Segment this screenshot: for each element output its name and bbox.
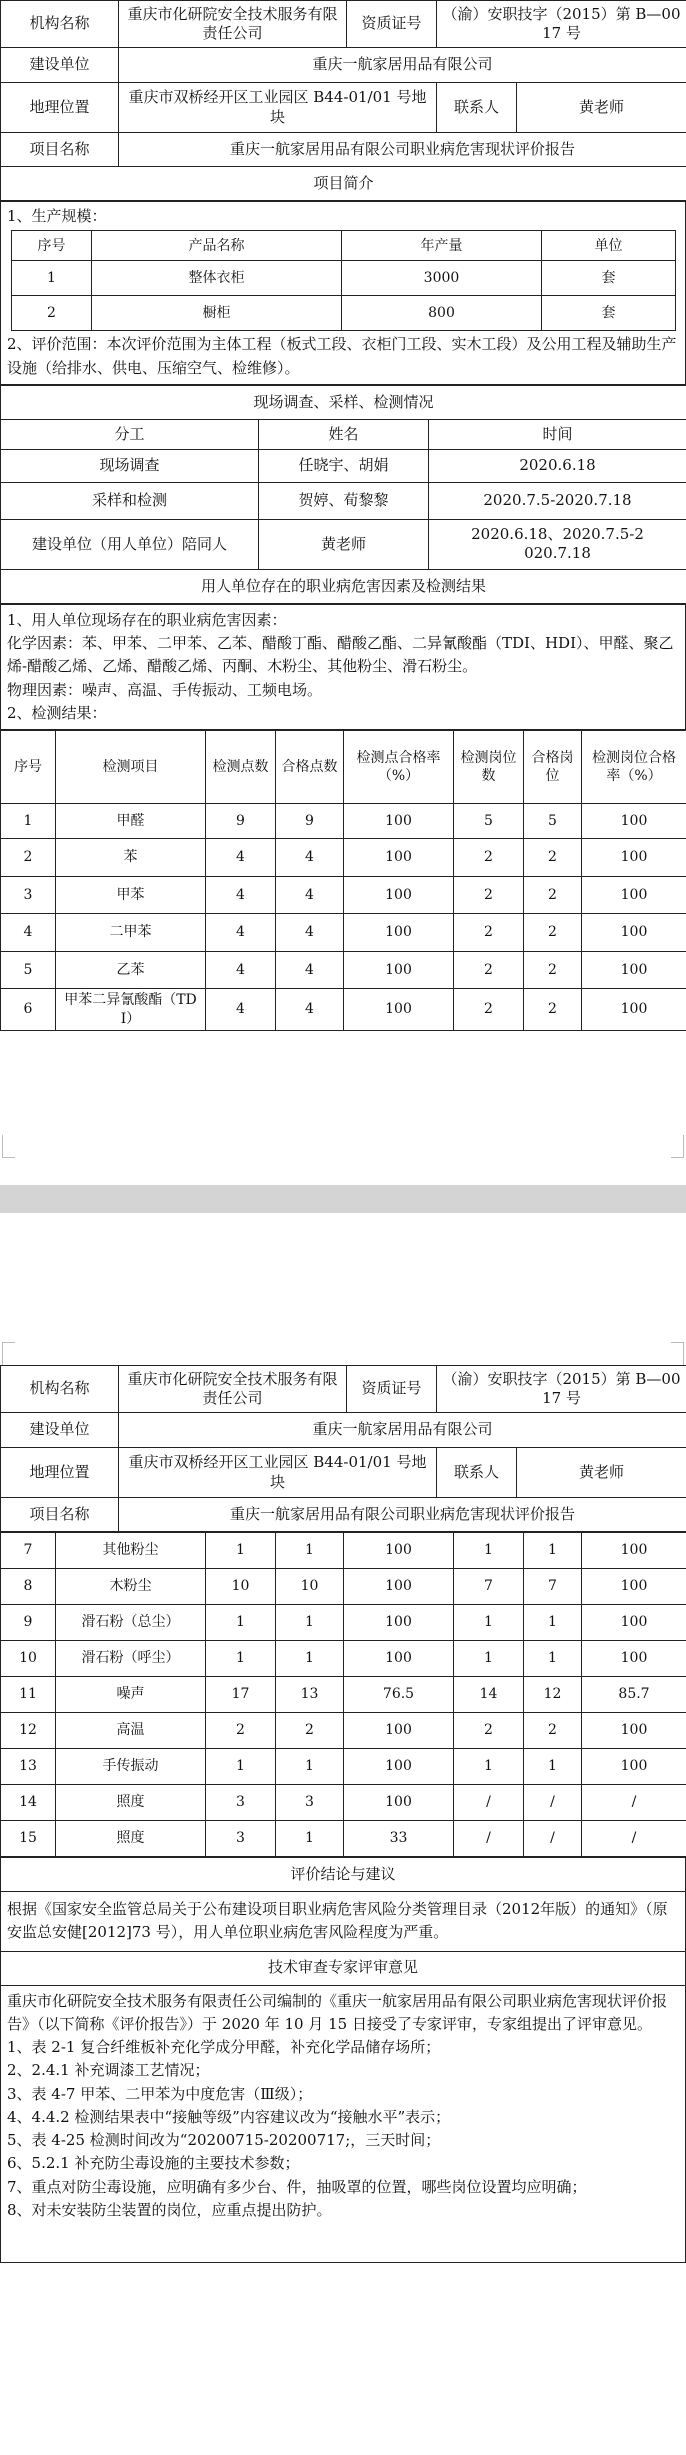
results-value-cell: 100 xyxy=(582,839,686,877)
results-value-cell: 1 xyxy=(206,1641,276,1677)
results-value-cell: 100 xyxy=(582,914,686,952)
results-value-cell: 4 xyxy=(276,877,344,914)
results-value-cell: 1 xyxy=(206,1533,276,1569)
results-value-cell: 12 xyxy=(524,1677,582,1713)
results-value-cell: 1 xyxy=(454,1641,524,1677)
unit-label: 建设单位 xyxy=(1,1413,119,1448)
results-value-cell: 100 xyxy=(344,877,454,914)
org-name: 重庆市化研院安全技术服务有限责任公司 xyxy=(119,1,347,48)
results-value-cell: 100 xyxy=(582,1749,686,1785)
contact-value: 黄老师 xyxy=(517,83,686,133)
results-row xyxy=(1,839,686,877)
page-separator xyxy=(0,1185,686,1213)
results-value-cell: 4 xyxy=(206,877,276,914)
contact-label: 联系人 xyxy=(437,83,517,133)
location-value: 重庆市双桥经开区工业园区 B44-01/01 号地块 xyxy=(119,1448,437,1498)
unit-label: 建设单位 xyxy=(1,48,119,83)
product-cell: 套 xyxy=(542,296,676,331)
results-value-cell: 4 xyxy=(206,914,276,952)
org-label: 机构名称 xyxy=(1,1366,119,1413)
page-corner-mark xyxy=(671,1135,684,1158)
results-value-cell: 13 xyxy=(276,1677,344,1713)
review-intro: 重庆市化研院安全技术服务有限责任公司编制的《重庆一航家居用品有限公司职业病危害现状评价报告》（以下简称《评价报告》）于 2020 年 10 月 15 日接受了专家评审，专家组提出了评审意见。 xyxy=(7,1991,668,2033)
survey-header-cell: 分工 xyxy=(1,419,259,449)
results-row xyxy=(1,1749,686,1785)
results-item-cell: 噪声 xyxy=(56,1677,206,1713)
results-value-cell: 4 xyxy=(276,839,344,877)
results-value-cell: 76.5 xyxy=(344,1677,454,1713)
results-row xyxy=(1,1641,686,1677)
results-value-cell: / xyxy=(582,1821,686,1857)
header-table xyxy=(0,0,686,201)
results-value-cell: 5 xyxy=(524,804,582,839)
survey-name: 任晓宇、胡娟 xyxy=(259,449,429,482)
survey-time: 2020.6.18 xyxy=(429,449,686,482)
results-table-page-2 xyxy=(0,1532,686,1857)
survey-row xyxy=(1,482,686,519)
review-item: 7、重点对防尘毒设施，应明确有多少台、件，抽吸罩的位置，哪些岗位设置均应明确； xyxy=(7,2177,587,2196)
results-value-cell: 9 xyxy=(1,1605,56,1641)
unit-name: 重庆一航家居用品有限公司 xyxy=(119,48,686,83)
results-row xyxy=(1,952,686,989)
intro-section-title: 项目简介 xyxy=(1,167,686,201)
results-item-cell: 木粉尘 xyxy=(56,1569,206,1605)
results-value-cell: 2 xyxy=(276,1713,344,1749)
results-value-cell: 1 xyxy=(524,1749,582,1785)
results-value-cell: 100 xyxy=(344,952,454,989)
results-header-row xyxy=(1,731,686,804)
results-value-cell: 1 xyxy=(276,1821,344,1857)
results-value-cell: 7 xyxy=(454,1569,524,1605)
results-value-cell: 3 xyxy=(206,1785,276,1821)
survey-section-title: 现场调查、采样、检测情况 xyxy=(1,385,686,419)
results-body-page-1 xyxy=(1,804,686,1031)
project-value: 重庆一航家居用品有限公司职业病危害现状评价报告 xyxy=(119,1498,686,1532)
results-item-cell: 其他粉尘 xyxy=(56,1533,206,1569)
results-table-page-1 xyxy=(0,730,686,1031)
results-value-cell: 2 xyxy=(454,1713,524,1749)
results-value-cell: 1 xyxy=(524,1533,582,1569)
product-header-cell: 产品名称 xyxy=(92,231,342,261)
results-value-cell: / xyxy=(524,1821,582,1857)
results-item-cell: 滑石粉（总尘） xyxy=(56,1605,206,1641)
page-gap xyxy=(0,1135,686,1365)
results-header-cell: 检测项目 xyxy=(56,731,206,804)
results-value-cell: 7 xyxy=(1,1533,56,1569)
cert-label: 资质证号 xyxy=(347,1,437,48)
results-value-cell: 4 xyxy=(276,989,344,1031)
review-item: 1、表 2-1 复合纤维板补充化学成分甲醛，补充化学品储存场所； xyxy=(7,2038,441,2056)
results-value-cell: 100 xyxy=(344,989,454,1031)
results-value-cell: 2 xyxy=(454,914,524,952)
results-value-cell: 1 xyxy=(524,1641,582,1677)
results-header-cell: 合格点数 xyxy=(276,731,344,804)
results-value-cell: 1 xyxy=(276,1749,344,1785)
survey-row xyxy=(1,449,686,482)
org-label: 机构名称 xyxy=(1,1,119,48)
results-value-cell: 1 xyxy=(276,1605,344,1641)
results-value-cell: 100 xyxy=(344,1713,454,1749)
results-value-cell: 11 xyxy=(1,1677,56,1713)
review-item: 2、2.4.1 补充调漆工艺情况； xyxy=(7,2061,210,2080)
results-body-page-2 xyxy=(1,1533,686,1857)
survey-time: 2020.6.18、2020.7.5-2020.7.18 xyxy=(429,519,686,569)
results-value-cell: 100 xyxy=(582,1605,686,1641)
results-value-cell: 13 xyxy=(1,1749,56,1785)
results-value-cell: 2 xyxy=(524,839,582,877)
results-header-cell: 检测点合格率（%） xyxy=(344,731,454,804)
location-value: 重庆市双桥经开区工业园区 B44-01/01 号地块 xyxy=(119,83,437,133)
product-cell: 3000 xyxy=(342,261,542,296)
review-item: 5、表 4-25 检测时间改为“20200715-20200717;，三天时间； xyxy=(7,2131,441,2149)
results-item-cell: 照度 xyxy=(56,1785,206,1821)
scope-text: 2、评价范围：本次评价范围为主体工程（板式工段、衣柜门工段、实木工段）及公用工程及辅助生产设施（给排水、供电、压缩空气、检维修）。 xyxy=(7,335,677,377)
results-row xyxy=(1,989,686,1031)
results-value-cell: 2 xyxy=(206,1713,276,1749)
survey-row xyxy=(1,519,686,569)
results-value-cell: 100 xyxy=(344,839,454,877)
products-table xyxy=(11,230,676,331)
results-value-cell: 2 xyxy=(524,1713,582,1749)
results-value-cell: 1 xyxy=(454,1605,524,1641)
results-value-cell: 10 xyxy=(1,1641,56,1677)
results-value-cell: / xyxy=(454,1785,524,1821)
location-label: 地理位置 xyxy=(1,1448,119,1498)
project-label: 项目名称 xyxy=(1,133,119,167)
results-value-cell: 15 xyxy=(1,1821,56,1857)
results-value-cell: 1 xyxy=(524,1605,582,1641)
results-row xyxy=(1,1569,686,1605)
results-value-cell: 100 xyxy=(582,952,686,989)
review-item: 4、4.4.2 检测结果表中“接触等级”内容建议改为“接触水平”表示； xyxy=(7,2107,451,2126)
intro-block xyxy=(0,201,686,385)
survey-role: 采样和检测 xyxy=(1,482,259,519)
results-value-cell: 1 xyxy=(206,1749,276,1785)
product-cell: 2 xyxy=(12,296,92,331)
org-name: 重庆市化研院安全技术服务有限责任公司 xyxy=(119,1366,347,1413)
results-value-cell: 100 xyxy=(344,1785,454,1821)
results-value-cell: 14 xyxy=(1,1785,56,1821)
results-value-cell: 9 xyxy=(206,804,276,839)
results-value-cell: 4 xyxy=(1,914,56,952)
cert-number: （渝）安职技字（2015）第 B—0017 号 xyxy=(437,1366,686,1413)
page-corner-mark xyxy=(2,1342,15,1365)
review-item: 6、5.2.1 补充防尘毒设施的主要技术参数； xyxy=(7,2154,300,2173)
results-value-cell: 100 xyxy=(344,804,454,839)
results-value-cell: 100 xyxy=(582,1533,686,1569)
product-cell: 橱柜 xyxy=(92,296,342,331)
project-label: 项目名称 xyxy=(1,1498,119,1532)
results-value-cell: 10 xyxy=(206,1569,276,1605)
survey-role: 现场调查 xyxy=(1,449,259,482)
results-value-cell: 1 xyxy=(454,1749,524,1785)
page-corner-mark xyxy=(2,1135,15,1158)
results-header-cell: 合格岗位 xyxy=(524,731,582,804)
results-value-cell: 1 xyxy=(276,1641,344,1677)
results-item-cell: 手传振动 xyxy=(56,1749,206,1785)
cert-label: 资质证号 xyxy=(347,1366,437,1413)
results-row xyxy=(1,1785,686,1821)
results-item-cell: 二甲苯 xyxy=(56,914,206,952)
results-header-cell: 检测岗位数 xyxy=(454,731,524,804)
results-value-cell: 2 xyxy=(524,877,582,914)
results-header-cell: 检测岗位合格率（%） xyxy=(582,731,686,804)
results-row xyxy=(1,1533,686,1569)
results-value-cell: 100 xyxy=(582,1713,686,1749)
results-value-cell: 10 xyxy=(276,1569,344,1605)
results-value-cell: 1 xyxy=(1,804,56,839)
product-cell: 800 xyxy=(342,296,542,331)
results-value-cell: 14 xyxy=(454,1677,524,1713)
product-header-cell: 单位 xyxy=(542,231,676,261)
results-value-cell: 100 xyxy=(582,877,686,914)
results-item-cell: 乙苯 xyxy=(56,952,206,989)
results-value-cell: 100 xyxy=(582,1641,686,1677)
results-row xyxy=(1,1821,686,1857)
results-row xyxy=(1,1713,686,1749)
review-item: 8、对未安装防尘装置的岗位，应重点提出防护。 xyxy=(7,2200,332,2219)
results-value-cell: 100 xyxy=(344,1533,454,1569)
results-row xyxy=(1,1605,686,1641)
results-row xyxy=(1,804,686,839)
conclusion-block xyxy=(0,1857,686,2263)
survey-table xyxy=(0,385,686,604)
survey-header-cell: 姓名 xyxy=(259,419,429,449)
review-item: 3、表 4-7 甲苯、二甲苯为中度危害（Ⅲ级）； xyxy=(7,2084,313,2103)
results-value-cell: 100 xyxy=(582,989,686,1031)
results-value-cell: 100 xyxy=(344,1605,454,1641)
results-item-cell: 甲苯二异氰酸酯（TDI） xyxy=(56,989,206,1031)
unit-name: 重庆一航家居用品有限公司 xyxy=(119,1413,686,1448)
results-value-cell: 12 xyxy=(1,1713,56,1749)
results-value-cell: 4 xyxy=(206,952,276,989)
results-value-cell: 3 xyxy=(276,1785,344,1821)
results-value-cell: 100 xyxy=(344,914,454,952)
survey-time: 2020.7.5-2020.7.18 xyxy=(429,482,686,519)
results-value-cell: 1 xyxy=(454,1533,524,1569)
results-value-cell: 5 xyxy=(454,804,524,839)
results-value-cell: 9 xyxy=(276,804,344,839)
results-value-cell: 1 xyxy=(206,1605,276,1641)
results-value-cell: / xyxy=(524,1785,582,1821)
results-value-cell: 5 xyxy=(1,952,56,989)
results-value-cell: 8 xyxy=(1,1569,56,1605)
results-value-cell: 2 xyxy=(524,952,582,989)
results-value-cell: 3 xyxy=(206,1821,276,1857)
project-value: 重庆一航家居用品有限公司职业病危害现状评价报告 xyxy=(119,133,686,167)
page-corner-mark xyxy=(671,1342,684,1365)
results-value-cell: / xyxy=(454,1821,524,1857)
results-value-cell: 4 xyxy=(276,952,344,989)
physical-factors: 物理因素：噪声、高温、手传振动、工频电场。 xyxy=(7,680,323,699)
survey-header-cell: 时间 xyxy=(429,419,686,449)
hazards-line-2: 2、检测结果： xyxy=(7,703,107,722)
results-item-cell: 高温 xyxy=(56,1713,206,1749)
results-item-cell: 甲醛 xyxy=(56,804,206,839)
results-value-cell: 2 xyxy=(454,839,524,877)
contact-label: 联系人 xyxy=(437,1448,517,1498)
review-title: 技术审查专家评审意见 xyxy=(1,1951,686,1985)
results-value-cell: 100 xyxy=(344,1569,454,1605)
results-value-cell: 3 xyxy=(1,877,56,914)
results-value-cell: 2 xyxy=(454,952,524,989)
results-item-cell: 照度 xyxy=(56,1821,206,1857)
results-value-cell: 2 xyxy=(524,989,582,1031)
product-cell: 整体衣柜 xyxy=(92,261,342,296)
results-value-cell: 4 xyxy=(276,914,344,952)
results-header-cell: 序号 xyxy=(1,731,56,804)
document-page-1 xyxy=(0,0,686,1135)
cert-number: （渝）安职技字（2015）第 B—0017 号 xyxy=(437,1,686,48)
survey-name: 黄老师 xyxy=(259,519,429,569)
product-header-cell: 序号 xyxy=(12,231,92,261)
conclusion-text: 根据《国家安全监管总局关于公布建设项目职业病危害风险分类管理目录（2012年版）的通知》（原安监总安健[2012]73 号），用人单位职业病危害风险程度为严重。 xyxy=(1,1892,686,1952)
results-value-cell: 2 xyxy=(454,877,524,914)
results-value-cell: 2 xyxy=(1,839,56,877)
chemical-factors: 化学因素：苯、甲苯、二甲苯、乙苯、醋酸丁酯、醋酸乙酯、二异氰酸酯（TDI、HDI）、甲醛、聚乙烯-醋酸乙烯、乙烯、醋酸乙烯、丙酮、木粉尘、其他粉尘、滑石粉尘。 xyxy=(7,634,674,676)
document-page-2 xyxy=(0,1365,686,2455)
results-header-cell: 检测点数 xyxy=(206,731,276,804)
survey-role: 建设单位（用人单位）陪同人 xyxy=(1,519,259,569)
product-header-cell: 年产量 xyxy=(342,231,542,261)
results-item-cell: 滑石粉（呼尘） xyxy=(56,1641,206,1677)
hazards-line-1: 1、用人单位现场存在的职业病危害因素： xyxy=(7,610,287,629)
results-value-cell: 4 xyxy=(206,989,276,1031)
results-row xyxy=(1,1677,686,1713)
product-cell: 套 xyxy=(542,261,676,296)
results-value-cell: 100 xyxy=(582,804,686,839)
results-value-cell: 7 xyxy=(524,1569,582,1605)
results-value-cell: 85.7 xyxy=(582,1677,686,1713)
conclusion-title: 评价结论与建议 xyxy=(1,1858,686,1892)
product-row xyxy=(12,296,676,331)
results-value-cell: 2 xyxy=(524,914,582,952)
product-cell: 1 xyxy=(12,261,92,296)
header-table-page-2 xyxy=(0,1365,686,1532)
product-row xyxy=(12,261,676,296)
results-value-cell: 17 xyxy=(206,1677,276,1713)
results-value-cell: 33 xyxy=(344,1821,454,1857)
results-item-cell: 苯 xyxy=(56,839,206,877)
results-value-cell: 2 xyxy=(454,989,524,1031)
results-row xyxy=(1,914,686,952)
review-items xyxy=(7,2036,679,2222)
results-item-cell: 甲苯 xyxy=(56,877,206,914)
hazards-section-title: 用人单位存在的职业病危害因素及检测结果 xyxy=(1,569,686,603)
results-value-cell: 1 xyxy=(276,1533,344,1569)
results-value-cell: 100 xyxy=(344,1749,454,1785)
scale-label: 1、生产规模： xyxy=(7,207,107,225)
results-row xyxy=(1,877,686,914)
results-value-cell: 100 xyxy=(582,1569,686,1605)
location-label: 地理位置 xyxy=(1,83,119,133)
hazards-block xyxy=(0,604,686,730)
results-value-cell: 100 xyxy=(344,1641,454,1677)
contact-value: 黄老师 xyxy=(517,1448,686,1498)
survey-name: 贺婷、荀黎黎 xyxy=(259,482,429,519)
results-value-cell: / xyxy=(582,1785,686,1821)
results-value-cell: 6 xyxy=(1,989,56,1031)
results-value-cell: 4 xyxy=(206,839,276,877)
